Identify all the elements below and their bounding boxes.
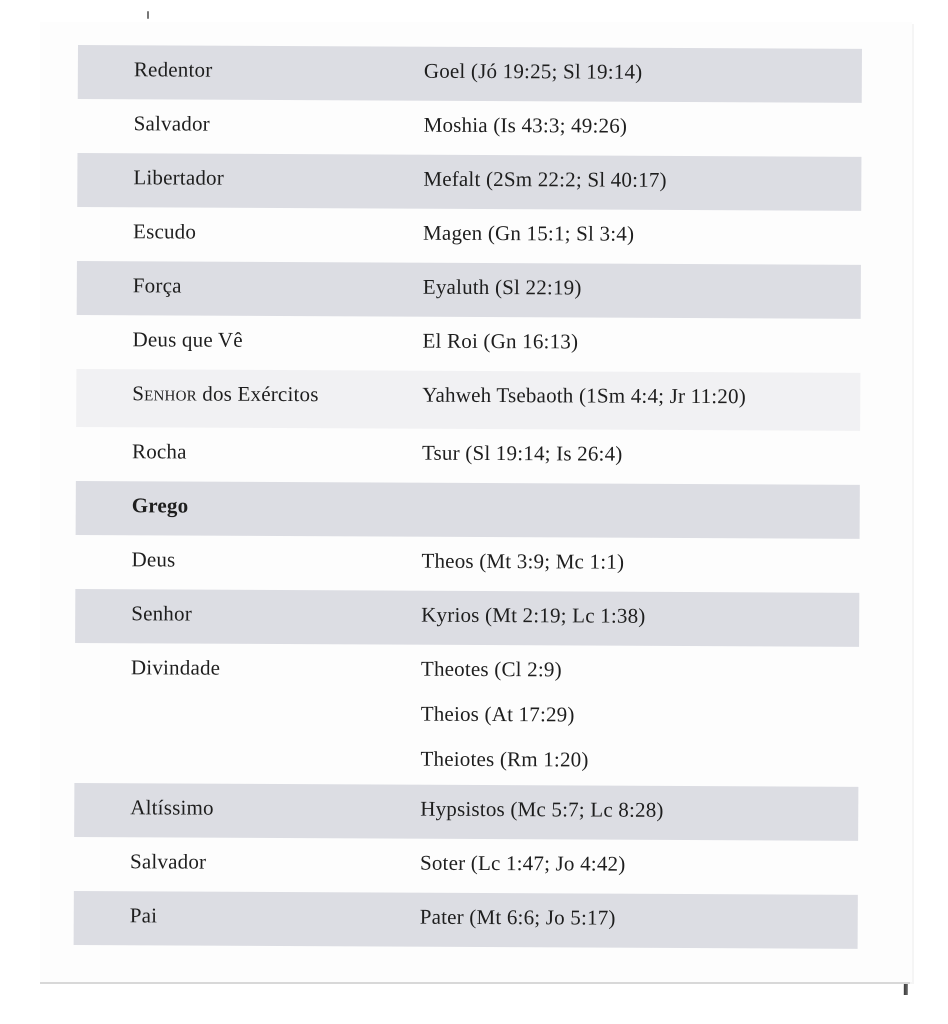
table-row [74, 643, 859, 787]
divine-names-table [74, 45, 862, 949]
term-cell: Escudo [133, 219, 197, 244]
name-cell: Theos (Mt 3:9; Mc 1:1) [421, 548, 625, 574]
table-row [77, 153, 861, 211]
name-cell: Moshia (Is 43:3; 49:26) [423, 112, 628, 138]
name-cell: Mefalt (2Sm 22:2; Sl 40:17) [423, 166, 667, 192]
name-cell: Tsur (Sl 19:14; Is 26:4) [421, 440, 623, 466]
table-row [77, 261, 861, 319]
page-bottom-edge [40, 982, 910, 984]
term-cell: Altíssimo [130, 795, 214, 820]
table-row [74, 783, 858, 841]
term-rest: dos Exércitos [196, 381, 319, 407]
term-cell: Rocha [131, 439, 187, 464]
name-cell: Eyaluth (Sl 22:19) [422, 274, 582, 300]
term-cell: Deus que Vê [132, 327, 243, 352]
table-row [77, 207, 861, 265]
name-line: Theiotes (Rm 1:20) [420, 746, 589, 772]
term-cell: Salvador [129, 849, 207, 874]
term-cell: Senhor [131, 601, 192, 626]
table-row [75, 535, 859, 593]
table-row [76, 427, 860, 485]
name-line: Theotes (Cl 2:9) [420, 656, 562, 682]
term-cell: Força [132, 273, 182, 298]
name-cell-multi [420, 657, 589, 793]
name-cell: Soter (Lc 1:47; Jo 4:42) [419, 850, 626, 876]
term-cell: Divindade [130, 655, 221, 680]
term-cell: Libertador [133, 165, 225, 190]
term-cell: Redentor [133, 57, 213, 82]
name-cell: El Roi (Gn 16:13) [422, 328, 579, 354]
name-cell: Goel (Jó 19:25; Sl 19:14) [423, 58, 643, 84]
table-row [74, 891, 858, 949]
section-heading-row [76, 481, 860, 539]
scan-speck [147, 11, 149, 19]
name-cell: Magen (Gn 15:1; Sl 3:4) [423, 220, 635, 246]
name-line: Theios (At 17:29) [420, 701, 575, 727]
term-cell: Salvador [133, 111, 210, 136]
term-cell: Pai [129, 903, 158, 928]
name-cell: Yahweh Tsebaoth (1Sm 4:4; Jr 11:20) [422, 382, 746, 409]
table-row [76, 369, 860, 431]
table-row [74, 837, 858, 895]
name-cell: Kyrios (Mt 2:19; Lc 1:38) [421, 602, 646, 628]
table-row [75, 589, 859, 647]
name-cell: Hypsistos (Mc 5:7; Lc 8:28) [420, 796, 664, 822]
name-cell: Pater (Mt 6:6; Jo 5:17) [419, 904, 616, 930]
section-heading: Grego [131, 493, 189, 518]
table-row [77, 99, 861, 157]
term-smallcaps: Senhor [132, 381, 197, 406]
term-cell [132, 381, 318, 407]
table-row [76, 315, 860, 373]
term-cell: Deus [131, 547, 176, 572]
table-row [78, 45, 862, 103]
